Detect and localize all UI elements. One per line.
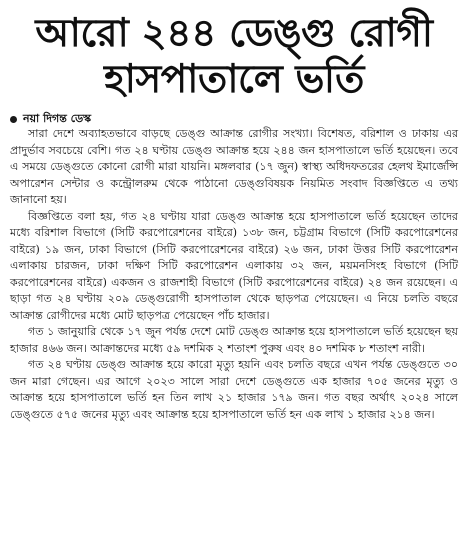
article-body (10, 126, 458, 423)
headline-line-2: হাসপাতালে ভর্তি (104, 57, 364, 102)
paragraph-2: বিজ্ঞপ্তিতে বলা হয়, গত ২৪ ঘণ্টায় যারা ডেঙ্গু আক্রান্ত হয়ে হাসপাতালে ভর্তি হয়েছেন তাদের মধ্যে বরিশাল বিভাগে (সিটি করপোরেশনের বাইরে) ১৩৮ জন, চট্টগ্রাম বিভাগে (সিটি করপোরেশনের বাইরে) ১৯ জন, ঢাকা বিভাগে (সিটি করপোরেশনের বাইরে) ২৬ জন, ঢাকা উত্তর সিটি করপোরেশন এলাকায় চারজন, ঢাকা দক্ষিণ সিটি করপোরেশন এলাকায় ৩২ জন, ময়মনসিংহ বিভাগে (সিটি করপোরেশনের বাইরে) একজন ও রাজশাহী বিভাগে (সিটি করপোরেশনের বাইরে) ২৪ জন রয়েছেন। এ ছাড়া গত ২৪ ঘণ্টায় ২০৯ ডেঙ্গুরোগী হাসপাতাল থেকে ছাড়পত্র পেয়েছেন। এ নিয়ে চলতি বছরে আক্রান্ত রোগীদের মধ্যে মোট ছাড়পত্র পেয়েছেন পাঁচ হাজার। (10, 209, 458, 322)
byline-text: নয়া দিগন্ত ডেস্ক (23, 112, 92, 125)
headline-line-1: আরো ২৪৪ ডেঙ্গু রোগী (35, 11, 433, 56)
byline (10, 112, 458, 126)
paragraph-4: গত ২৪ ঘণ্টায় ডেঙ্গু আক্রান্ত হয়ে কারো মৃত্যু হয়নি এবং চলতি বছরে এখন পর্যন্ত ডেঙ্গুতে ৩০ জন মারা গেছেন। এর আগে ২০২৩ সালে সারা দেশে ডেঙ্গুতে এক হাজার ৭০৫ জনের মৃত্যু ও আক্রান্ত হয়ে হাসপাতালে ভর্তি হন তিন লাখ ২১ হাজার ১৭৯ জন। গত বছর অর্থাৎ ২০২৪ সালে ডেঙ্গুতে ৫৭৫ জনের মৃত্যু এবং আক্রান্ত হয়ে হাসপাতালে ভর্তি হন এক লাখ ১ হাজার ২১৪ জন। (10, 358, 458, 421)
bullet-icon (10, 116, 17, 123)
paragraph-1: সারা দেশে অব্যাহতভাবে বাড়ছে ডেঙ্গু আক্রান্ত রোগীর সংখ্যা। বিশেষত, বরিশাল ও ঢাকায় এর প্রাদুর্ভাব সবচেয়ে বেশি। গত ২৪ ঘণ্টায় ডেঙ্গু আক্রান্ত হয়ে ২৪৪ জন হাসপাতালে ভর্তি হয়েছেন। তবে এ সময়ে ডেঙ্গুতে কোনো রোগী মারা যায়নি। মঙ্গলবার (১৭ জুন) স্বাস্থ্য অধিদফতরের হেলথ ইমার্জেন্সি অপারেশন সেন্টার ও কন্ট্রোলরুম থেকে পাঠানো ডেঙ্গুবিষয়ক নিয়মিত সংবাদ বিজ্ঞপ্তিতে এ তথ্য জানানো হয়। (10, 127, 458, 206)
paragraph-3: গত ১ জানুয়ারি থেকে ১৭ জুন পর্যন্ত দেশে মোট ডেঙ্গু আক্রান্ত হয়ে হাসপাতালে ভর্তি হয়েছেন ছয় হাজার ৪৬৬ জন। আক্রান্তদের মধ্যে ৫৯ দশমিক ২ শতাংশ পুরুষ এবং ৪০ দশমিক ৮ শতাংশ নারী। (10, 325, 458, 355)
headline (10, 12, 458, 102)
